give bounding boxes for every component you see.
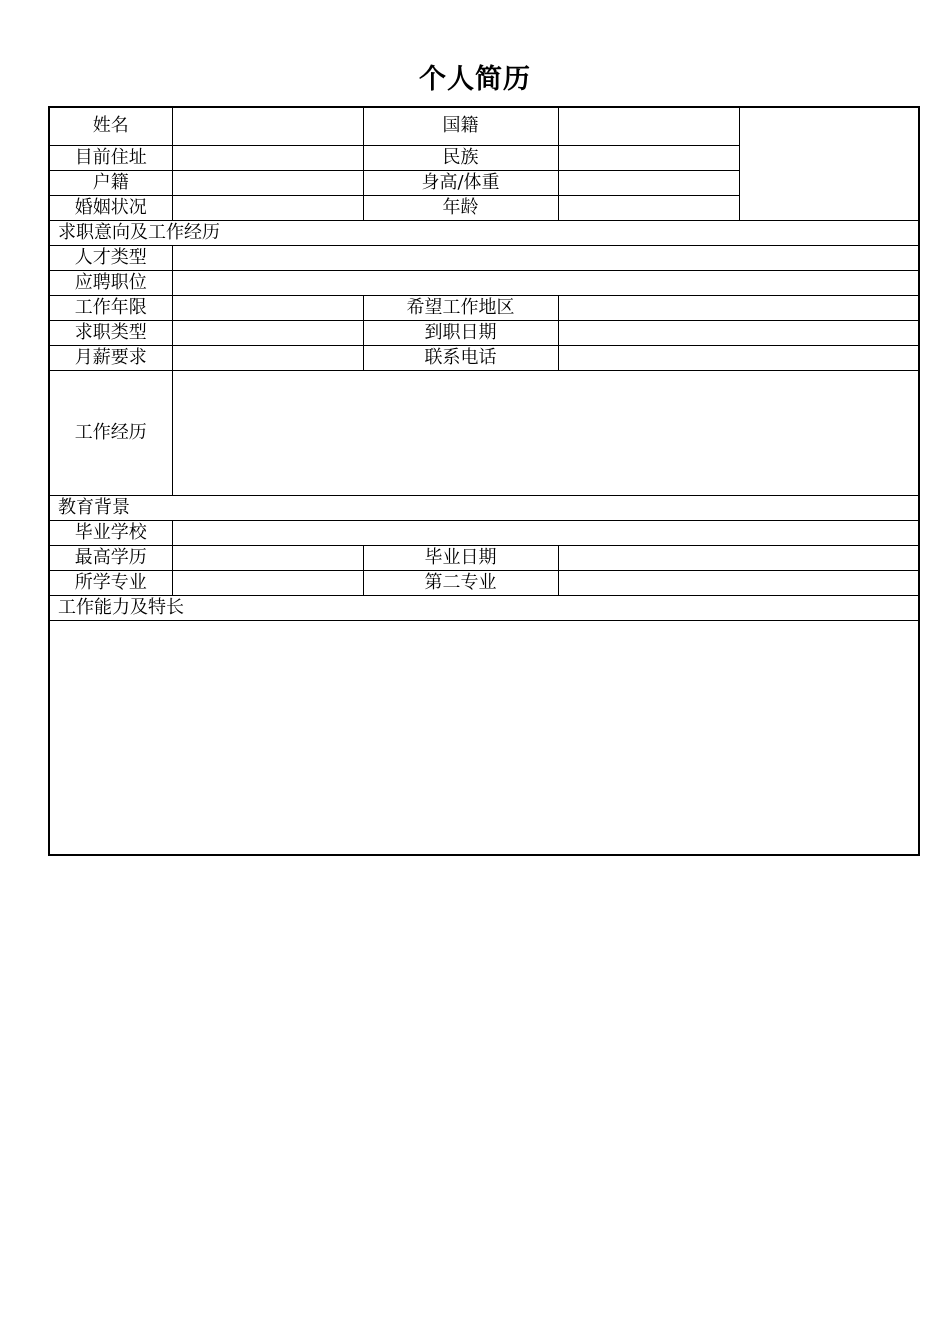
major-label: 所学专业 bbox=[49, 570, 172, 595]
ethnicity-field[interactable] bbox=[558, 145, 739, 170]
hukou-field[interactable] bbox=[172, 170, 363, 195]
major-field[interactable] bbox=[172, 570, 363, 595]
salary-field[interactable] bbox=[172, 345, 363, 370]
preferred-region-label: 希望工作地区 bbox=[363, 295, 558, 320]
page-title: 个人简历 bbox=[419, 64, 531, 95]
school-label: 毕业学校 bbox=[49, 520, 172, 545]
address-field[interactable] bbox=[172, 145, 363, 170]
start-date-field[interactable] bbox=[558, 320, 919, 345]
position-field[interactable] bbox=[172, 270, 919, 295]
hukou-label: 户籍 bbox=[49, 170, 172, 195]
preferred-region-field[interactable] bbox=[558, 295, 919, 320]
resume-form bbox=[48, 106, 920, 856]
abilities-section-heading: 工作能力及特长 bbox=[49, 595, 919, 620]
nationality-field[interactable] bbox=[558, 107, 739, 145]
marital-status-label: 婚姻状况 bbox=[49, 195, 172, 220]
work-years-label: 工作年限 bbox=[49, 295, 172, 320]
talent-type-label: 人才类型 bbox=[49, 245, 172, 270]
age-field[interactable] bbox=[558, 195, 739, 220]
work-years-field[interactable] bbox=[172, 295, 363, 320]
work-experience-label: 工作经历 bbox=[49, 370, 172, 495]
photo-area[interactable] bbox=[739, 107, 919, 220]
degree-label: 最高学历 bbox=[49, 545, 172, 570]
graduation-date-label: 毕业日期 bbox=[363, 545, 558, 570]
education-section-heading: 教育背景 bbox=[49, 495, 919, 520]
marital-status-field[interactable] bbox=[172, 195, 363, 220]
abilities-field[interactable] bbox=[49, 620, 919, 855]
salary-label: 月薪要求 bbox=[49, 345, 172, 370]
second-major-label: 第二专业 bbox=[363, 570, 558, 595]
height-weight-label: 身高/体重 bbox=[363, 170, 558, 195]
age-label: 年龄 bbox=[363, 195, 558, 220]
talent-type-field[interactable] bbox=[172, 245, 919, 270]
second-major-field[interactable] bbox=[558, 570, 919, 595]
work-experience-field[interactable] bbox=[172, 370, 919, 495]
nationality-label: 国籍 bbox=[363, 107, 558, 145]
job-type-label: 求职类型 bbox=[49, 320, 172, 345]
height-weight-field[interactable] bbox=[558, 170, 739, 195]
name-label: 姓名 bbox=[49, 107, 172, 145]
phone-field[interactable] bbox=[558, 345, 919, 370]
position-label: 应聘职位 bbox=[49, 270, 172, 295]
start-date-label: 到职日期 bbox=[363, 320, 558, 345]
name-field[interactable] bbox=[172, 107, 363, 145]
school-field[interactable] bbox=[172, 520, 919, 545]
degree-field[interactable] bbox=[172, 545, 363, 570]
phone-label: 联系电话 bbox=[363, 345, 558, 370]
job-type-field[interactable] bbox=[172, 320, 363, 345]
ethnicity-label: 民族 bbox=[363, 145, 558, 170]
address-label: 目前住址 bbox=[49, 145, 172, 170]
job-section-heading: 求职意向及工作经历 bbox=[49, 220, 919, 245]
graduation-date-field[interactable] bbox=[558, 545, 919, 570]
